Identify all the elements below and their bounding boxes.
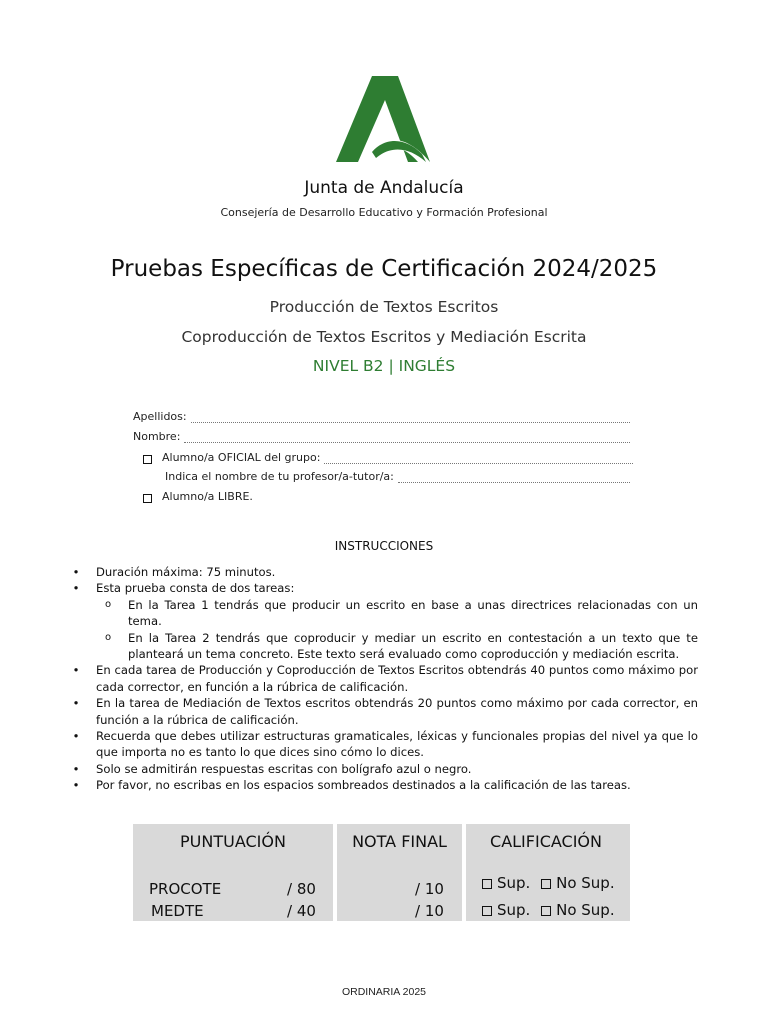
level-language: NIVEL B2 | INGLÉS xyxy=(312,357,456,375)
name-label: Nombre: xyxy=(133,430,181,443)
org-name: Junta de Andalucía xyxy=(304,178,464,198)
free-label: Alumno/a LIBRE. xyxy=(162,490,253,503)
surname-dotted-line[interactable] xyxy=(191,413,630,423)
sub-list-item: o En la Tarea 2 tendrás que coproducir y mediar un escrito en contestación a un texto que te planteará un tema concreto. Este texto será evaluado como coproducción y mediación escrita. xyxy=(105,630,698,662)
subtitle-production: Producción de Textos Escritos xyxy=(269,298,499,316)
sub-list-item: o En la Tarea 1 tendrás que producir un escrito en base a unas directrices relacionadas con un tema. xyxy=(105,597,698,629)
footer-session: ORDINARIA 2025 xyxy=(341,986,427,998)
list-item: • En cada tarea de Producción y Coproducción de Textos Escritos obtendrás 40 puntos como máximo por cada corrector, en función a la rúbrica de calificación. xyxy=(72,663,698,694)
nosup-checkbox[interactable] xyxy=(541,879,551,889)
sup-label: Sup. xyxy=(497,901,531,919)
list-item: • Solo se admitirán respuestas escritas con bolígrafo azul o negro. xyxy=(72,761,472,776)
teacher-field[interactable] xyxy=(165,470,630,483)
procote-label: PROCOTE xyxy=(149,880,222,898)
official-checkbox[interactable] xyxy=(143,455,152,464)
nosup-label: No Sup. xyxy=(556,901,615,919)
puntuacion-title: PUNTUACIÓN xyxy=(180,832,286,851)
medte-max: / 40 xyxy=(287,902,316,920)
calificacion-box xyxy=(466,824,630,921)
official-student-field[interactable] xyxy=(143,451,633,464)
nosup-checkbox[interactable] xyxy=(541,906,551,916)
junta-andalucia-logo-icon xyxy=(336,76,434,166)
nota-final-score-2: / 10 xyxy=(415,902,444,920)
free-student-field[interactable] xyxy=(143,490,443,503)
org-department: Consejería de Desarrollo Educativo y Formación Profesional xyxy=(220,206,548,219)
nosup-label: No Sup. xyxy=(556,874,615,892)
surname-label: Apellidos: xyxy=(133,410,187,423)
free-checkbox[interactable] xyxy=(143,494,152,503)
list-item: • En la tarea de Mediación de Textos escritos obtendrás 20 puntos como máximo por cada corrector, en función a la rúbrica de calificación. xyxy=(72,696,698,727)
surname-field[interactable] xyxy=(133,410,630,423)
medte-label: MEDTE xyxy=(151,902,204,920)
nota-final-box xyxy=(337,824,462,921)
name-dotted-line[interactable] xyxy=(184,433,630,443)
sup-checkbox[interactable] xyxy=(482,879,492,889)
puntuacion-box xyxy=(133,824,333,921)
nota-final-score-1: / 10 xyxy=(415,880,444,898)
list-item: • Recuerda que debes utilizar estructuras gramaticales, léxicas y funcionales propias del nivel ya que lo que importa no es tanto lo que dices sino cómo lo dices. xyxy=(72,729,698,760)
calificacion-row-1 xyxy=(482,874,615,892)
sup-checkbox[interactable] xyxy=(482,906,492,916)
list-item: • Esta prueba consta de dos tareas: xyxy=(72,581,295,596)
official-group-dotted-line[interactable] xyxy=(324,454,633,464)
page-title: Pruebas Específicas de Certificación 2024/2025 xyxy=(110,256,658,282)
name-field[interactable] xyxy=(133,430,630,443)
calificacion-row-2 xyxy=(482,901,615,919)
sup-label: Sup. xyxy=(497,874,531,892)
procote-max: / 80 xyxy=(287,880,316,898)
calificacion-title: CALIFICACIÓN xyxy=(490,832,602,851)
nota-final-title: NOTA FINAL xyxy=(352,832,447,851)
list-item: • Duración máxima: 75 minutos. xyxy=(72,565,276,579)
official-label: Alumno/a OFICIAL del grupo: xyxy=(162,451,321,464)
list-item: • Por favor, no escribas en los espacios sombreados destinados a la calificación de las tareas. xyxy=(72,778,631,793)
subtitle-coproduction: Coproducción de Textos Escritos y Mediación Escrita xyxy=(181,328,587,346)
teacher-label: Indica el nombre de tu profesor/a-tutor/a: xyxy=(165,470,394,483)
instructions-list xyxy=(72,564,698,794)
teacher-dotted-line[interactable] xyxy=(398,473,630,483)
instructions-title: INSTRUCCIONES xyxy=(334,539,434,553)
